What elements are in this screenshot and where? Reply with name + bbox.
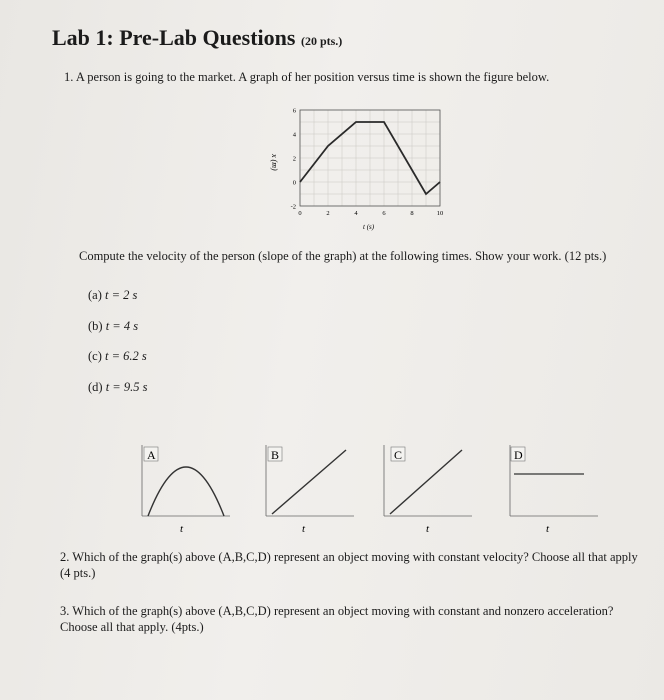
- question-1: [64, 70, 549, 85]
- part-d-expr: t = 9.5 s: [105, 380, 148, 394]
- grid: [300, 110, 440, 206]
- x-tick-label: 2: [326, 210, 330, 217]
- position-time-graph: [260, 104, 450, 234]
- part-d: [88, 380, 147, 395]
- part-c-label: (c): [88, 349, 102, 363]
- y-tick-labels: [291, 108, 297, 211]
- part-b-expr: t = 4 s: [105, 319, 139, 333]
- y-tick-label: 0: [292, 179, 296, 187]
- title-points: (20 pts.): [300, 34, 343, 48]
- part-a-label: (a): [88, 288, 102, 302]
- part-c-expr: t = 6.2 s: [105, 349, 147, 363]
- part-d-label: (d): [88, 380, 103, 394]
- x-tick-label: 8: [410, 210, 414, 217]
- x-tick-label: 0: [298, 210, 302, 217]
- graph-a: [118, 440, 238, 535]
- graph-c-axis-label: t: [426, 523, 430, 535]
- graph-b-line: [272, 450, 346, 514]
- x-tick-label: 6: [382, 210, 386, 217]
- graph-a-letter: A: [147, 448, 156, 462]
- question-3: [60, 603, 645, 635]
- x-axis-label: t (s): [363, 223, 375, 231]
- page-title: [52, 25, 342, 51]
- graph-b: [242, 440, 362, 535]
- part-a: [88, 288, 137, 303]
- q1-number: 1.: [64, 70, 74, 84]
- y-tick-label: -2: [290, 203, 296, 211]
- q1-instruction: Compute the velocity of the person (slope of the graph) at the following times. Show your work. (12 pts.): [79, 249, 607, 263]
- q1-prompt: A person is going to the market. A graph of her position versus time is shown the figure below.: [75, 70, 550, 84]
- q2-number: 2.: [60, 550, 70, 564]
- x-tick-label: 4: [354, 210, 358, 217]
- graph-d: [486, 440, 606, 535]
- graph-d-letter: D: [514, 448, 523, 462]
- graph-a-axis-label: t: [180, 523, 184, 535]
- q3-text: Which of the graph(s) above (A,B,C,D) represent an object moving with constant and nonzero acceleration? Choose all that apply. (4pts.): [60, 604, 614, 634]
- q3-number: 3.: [60, 604, 70, 618]
- part-c: [88, 349, 147, 364]
- graph-c: [360, 440, 480, 535]
- x-tick-label: 10: [436, 210, 444, 217]
- title-text: Lab 1: Pre-Lab Questions: [52, 25, 296, 50]
- y-tick-label: 2: [292, 155, 296, 163]
- part-b: [88, 319, 138, 334]
- part-a-expr: t = 2 s: [105, 288, 138, 302]
- y-tick-label: 4: [292, 131, 296, 139]
- question-2: [60, 549, 640, 581]
- y-axis-label: x (m): [270, 154, 279, 171]
- graph-c-letter: C: [394, 448, 403, 462]
- q2-text: Which of the graph(s) above (A,B,C,D) represent an object moving with constant velocity? Choose all that apply (4 pts.): [60, 550, 638, 580]
- part-b-label: (b): [88, 319, 103, 333]
- graph-b-axis-label: t: [302, 523, 306, 535]
- graph-b-letter: B: [271, 448, 280, 462]
- graph-a-curve: [148, 467, 224, 516]
- graph-d-axis-label: t: [546, 523, 550, 535]
- y-tick-label: 6: [292, 107, 296, 115]
- x-tick-labels: [298, 210, 443, 217]
